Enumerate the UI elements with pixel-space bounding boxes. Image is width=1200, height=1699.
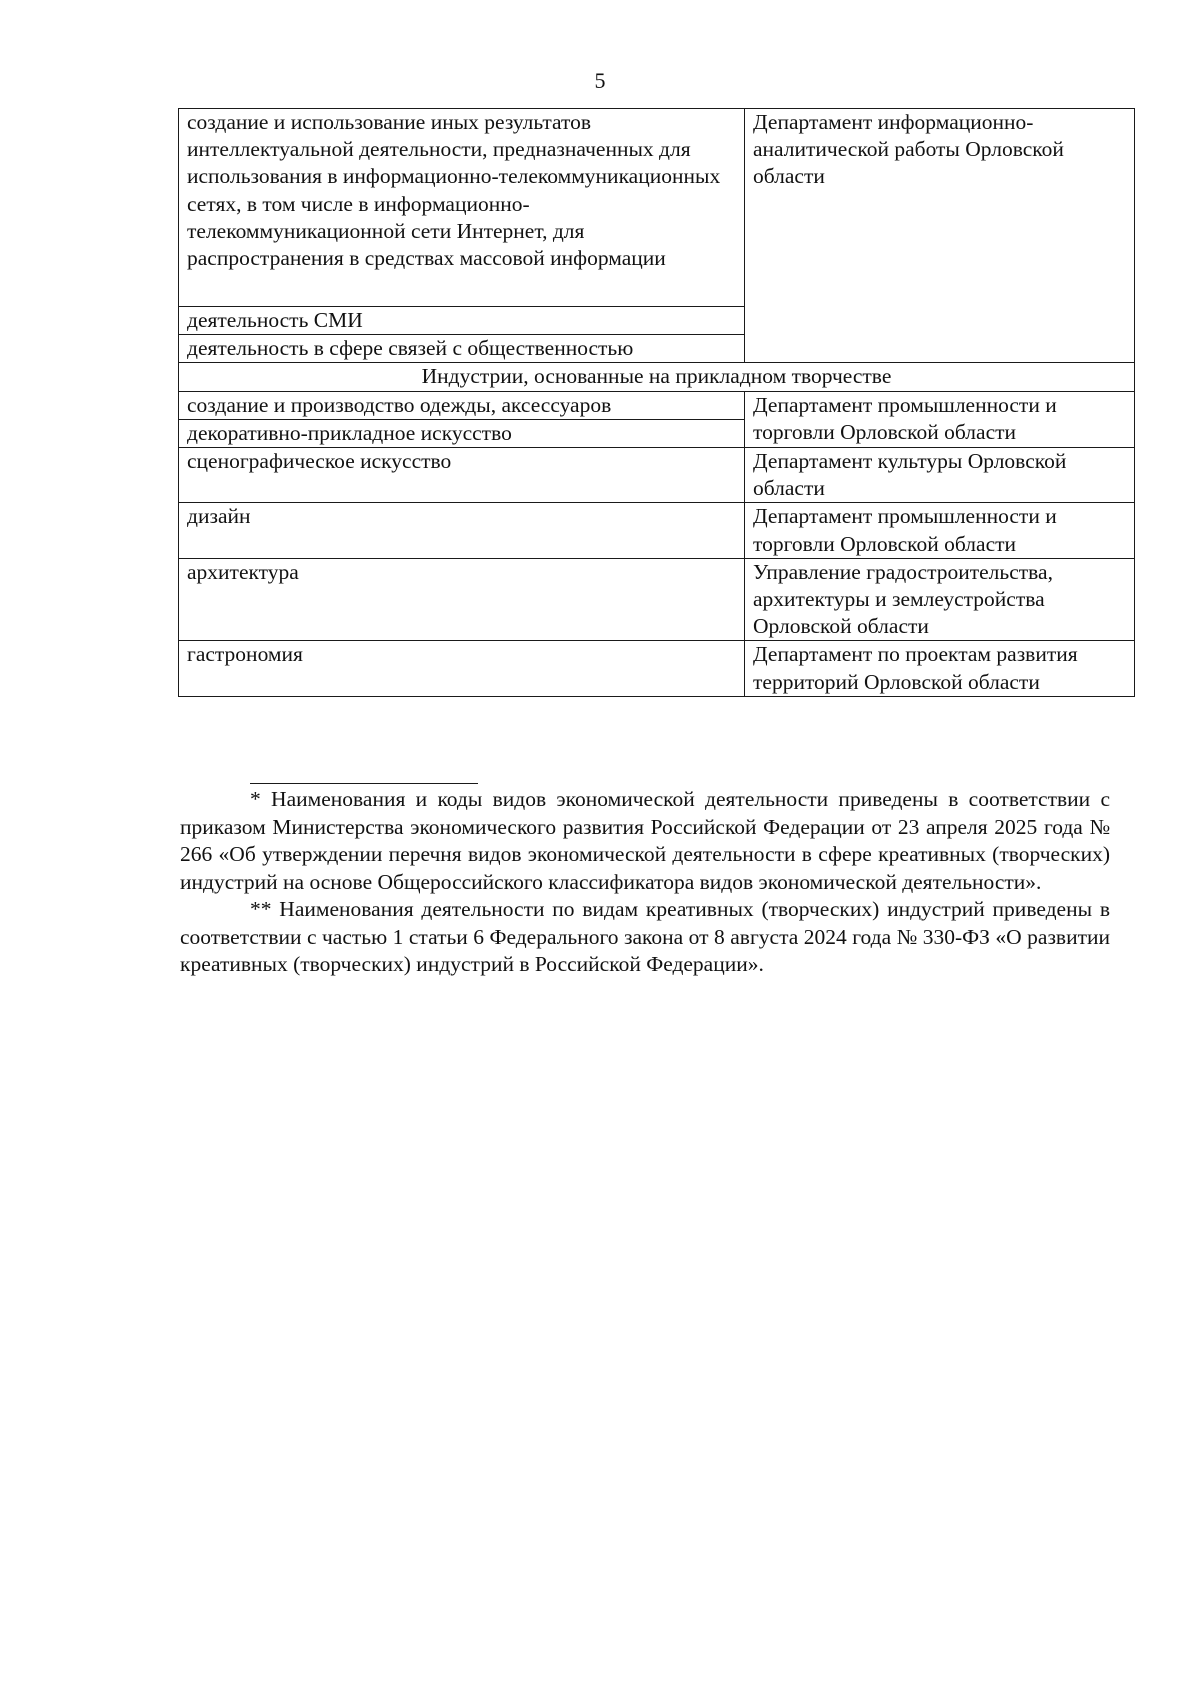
page-number: 5 [594, 68, 606, 93]
table-row [179, 391, 1135, 419]
table-row [179, 641, 1135, 696]
activity-cell: сценографическое искусство [179, 448, 745, 503]
activity-cell: декоративно-прикладное искусство [179, 419, 745, 447]
department-cell: Департамент по проектам развития территорий Орловской области [745, 641, 1135, 696]
table-section-row [179, 363, 1135, 391]
table-row [179, 558, 1135, 641]
activity-cell: деятельность в сфере связей с общественностью [179, 335, 745, 363]
activity-cell: дизайн [179, 503, 745, 558]
industries-table [178, 108, 1135, 697]
table-row [179, 448, 1135, 503]
department-cell: Департамент информационно-аналитической работы Орловской области [745, 109, 1135, 363]
department-cell: Управление градостроительства, архитектуры и землеустройства Орловской области [745, 558, 1135, 641]
footnotes [180, 786, 1110, 979]
footnote-first: * Наименования и коды видов экономической деятельности приведены в соответствии с приказом Министерства экономического развития Российской Федерации от 23 апреля 2025 года № 266 «Об утверждении перечня видов экономической деятельности в сфере креативных (творческих) индустрий на основе Общероссийского классификатора видов экономической деятельности». [180, 787, 1110, 894]
table-row [179, 109, 1135, 307]
activity-cell: создание и использование иных результатов интеллектуальной деятельности, предназначенных для использования в информационно-телекоммуникационных сетях, в том числе в информационно-телекоммуникационной сети Интернет, для распространения в средствах массовой информации [179, 109, 745, 307]
activity-cell: гастрономия [179, 641, 745, 696]
activity-cell: деятельность СМИ [179, 307, 745, 335]
section-heading: Индустрии, основанные на прикладном творчестве [179, 363, 1135, 391]
footnote-second: ** Наименования деятельности по видам креативных (творческих) индустрий приведены в соответствии с частью 1 статьи 6 Федерального закона от 8 августа 2024 года № 330-ФЗ «О развитии креативных (творческих) индустрий в Российской Федерации». [180, 897, 1110, 976]
activity-cell: создание и производство одежды, аксессуаров [179, 391, 745, 419]
department-cell: Департамент промышленности и торговли Орловской области [745, 391, 1135, 447]
footnote-separator [250, 783, 478, 784]
activity-cell: архитектура [179, 558, 745, 641]
department-cell: Департамент культуры Орловской области [745, 448, 1135, 503]
department-cell: Департамент промышленности и торговли Орловской области [745, 503, 1135, 558]
table-row [179, 503, 1135, 558]
